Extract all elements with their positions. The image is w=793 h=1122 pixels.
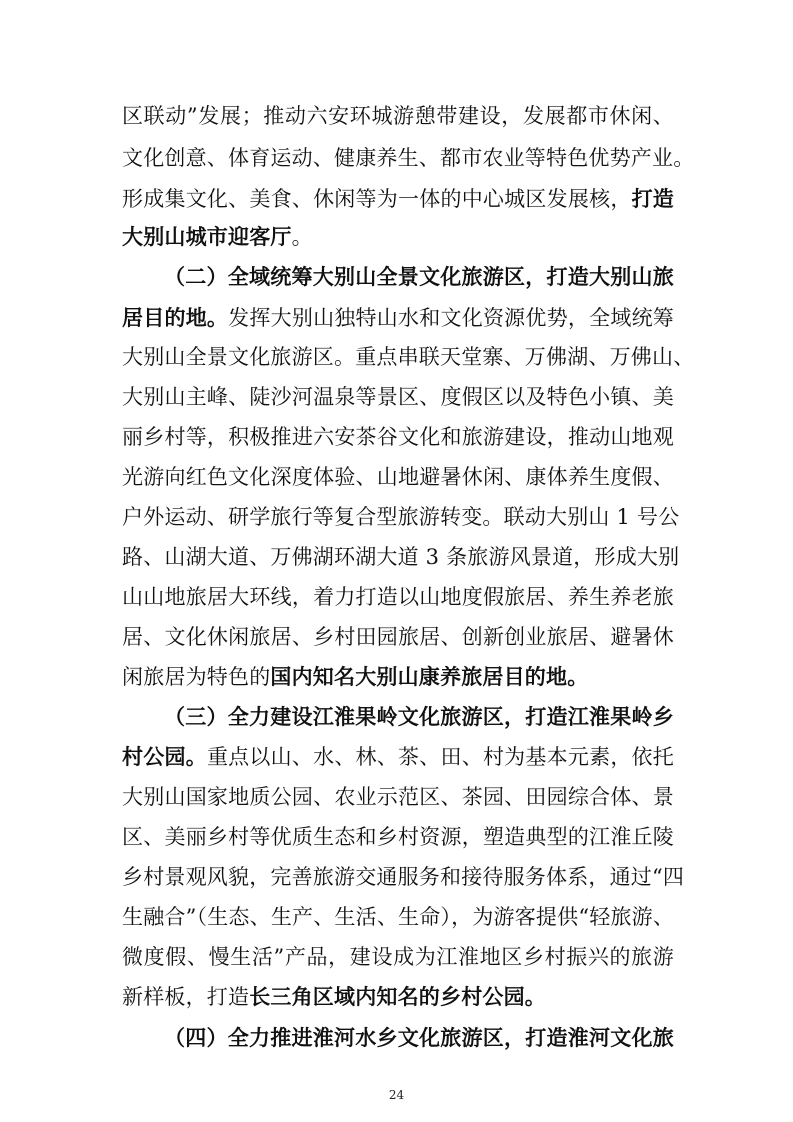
paragraph-line-15: [122, 657, 674, 697]
paragraph-line-12: [122, 537, 680, 577]
bold-text-run: 居目的地。: [122, 305, 229, 330]
paragraph-line-23: [122, 977, 674, 1017]
paragraph-line-20: [122, 857, 685, 897]
text-run: 。: [291, 225, 313, 249]
text-run: 山山地旅居大环线，着力打造以山地度假旅居、养生养老旅: [122, 585, 674, 609]
paragraph-line-10: [122, 457, 674, 497]
text-run: 新样板，打造: [122, 985, 250, 1009]
bold-text-run: 打造: [631, 186, 674, 211]
bold-text-run: （四）全力推进淮河水乡文化旅游区，打造淮河文化旅: [164, 1025, 674, 1050]
paragraph-line-14: [122, 617, 674, 657]
paragraph-line-21: [122, 897, 674, 937]
text-run: 光游向红色文化深度体验、山地避暑休闲、康体养生度假、: [122, 465, 674, 489]
text-run: 生融合”（生态、生产、生活、生命），为游客提供“轻旅游、: [122, 905, 675, 929]
paragraph-line-13: [122, 577, 674, 617]
text-run: 大别山主峰、陡沙河温泉等景区、度假区以及特色小镇、美: [122, 385, 674, 409]
text-run: 区联动”发展；推动六安环城游憩带建设，发展都市休闲、: [122, 104, 674, 128]
text-run: 路、山湖大道、万佛湖环湖大道 3 条旅游风景道，形成大别: [122, 545, 680, 569]
paragraph-line-19: [122, 817, 674, 857]
heading-4-line: [164, 1018, 674, 1058]
bold-text-run: （三）全力建设江淮果岭文化旅游区，打造江淮果岭乡: [164, 704, 674, 729]
paragraph-line-9: [122, 417, 674, 457]
bold-text-run: 大别山城市迎客厅: [122, 224, 292, 249]
bold-text-run: 国内知名大别山康养旅居目的地。: [270, 664, 589, 689]
paragraph-line-6: [122, 298, 674, 338]
bold-text-run: 村公园。: [122, 744, 207, 769]
paragraph-line-22: [122, 937, 674, 977]
text-run: 区、美丽乡村等优质生态和乡村资源，塑造典型的江淮丘陵: [122, 825, 674, 849]
heading-3-line: [164, 697, 674, 737]
bold-text-run: 长三角区域内知名的乡村公园。: [249, 984, 547, 1009]
text-run: 形成集文化、美食、休闲等为一体的中心城区发展核，: [122, 187, 632, 211]
text-run: 重点以山、水、林、茶、田、村为基本元素，依托: [206, 745, 674, 769]
text-run: 乡村景观风貌，完善旅游交通服务和接待服务体系，通过“四: [122, 865, 685, 889]
text-run: 微度假、慢生活”产品，建设成为江淮地区乡村振兴的旅游: [122, 945, 674, 969]
text-run: 文化创意、体育运动、健康养生、都市农业等特色优势产业。: [122, 146, 695, 170]
text-run: 丽乡村等，积极推进六安茶谷文化和旅游建设，推动山地观: [122, 425, 674, 449]
paragraph-line-8: [122, 377, 674, 417]
paragraph-line-1: [122, 96, 674, 136]
page-number: 24: [388, 1088, 405, 1102]
heading-2-line: [164, 257, 674, 297]
text-run: 居、文化休闲旅居、乡村田园旅居、创新创业旅居、避暑休: [122, 625, 674, 649]
paragraph-line-11: [122, 497, 680, 537]
bold-text-run: （二）全域统筹大别山全景文化旅游区，打造大别山旅: [164, 264, 674, 289]
text-run: 发挥大别山独特山水和文化资源优势，全域统筹: [228, 306, 675, 330]
paragraph-line-3: [122, 179, 674, 219]
text-run: 大别山国家地质公园、农业示范区、茶园、田园综合体、景: [122, 785, 674, 809]
paragraph-line-4: [122, 217, 674, 257]
paragraph-line-17: [122, 737, 674, 777]
paragraph-line-2: [122, 138, 695, 178]
text-run: 大别山全景文化旅游区。重点串联天堂寨、万佛湖、万佛山、: [122, 345, 695, 369]
paragraph-line-18: [122, 777, 674, 817]
text-run: 闲旅居为特色的: [122, 665, 271, 689]
paragraph-line-7: [122, 337, 695, 377]
text-run: 户外运动、研学旅行等复合型旅游转变。联动大别山 1 号公: [122, 505, 680, 529]
